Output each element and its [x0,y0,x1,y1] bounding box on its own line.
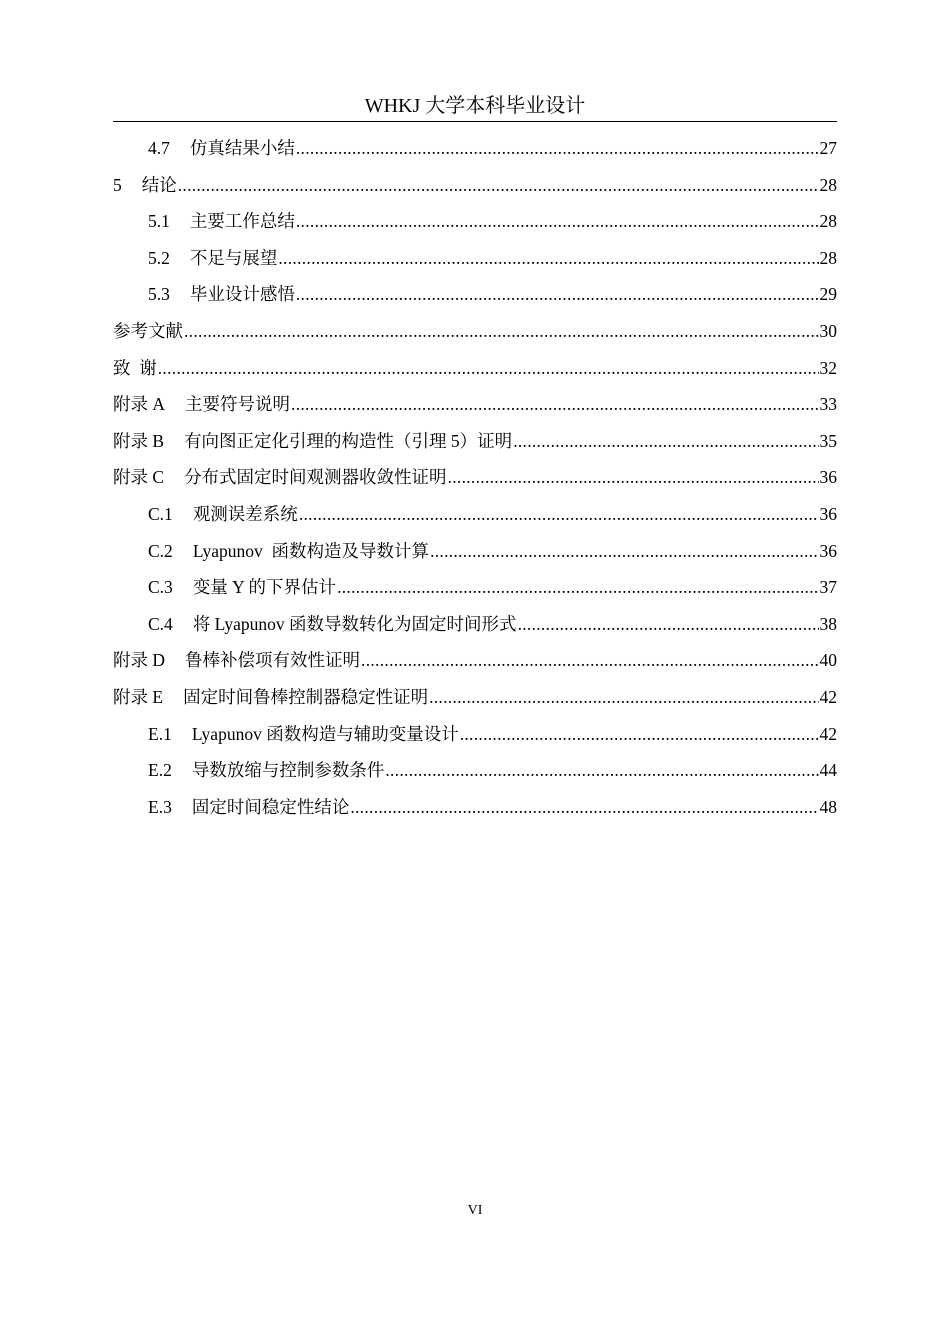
toc-entry[interactable] [113,679,837,716]
toc-entry-number: 附录 E [113,686,164,707]
toc-dot-leader [361,642,818,679]
toc-entry-page-number: 42 [819,686,837,707]
toc-entry-title: 将 Lyapunov 函数导数转化为固定时间形式 [192,613,517,634]
toc-dot-leader [178,167,819,204]
toc-dot-leader [299,496,819,533]
toc-entry-number: C.2 [148,540,173,561]
toc-entry-title: Lyapunov 函数构造及导数计算 [192,540,430,561]
toc-entry-number: 附录 D [113,650,166,671]
toc-dot-leader [350,789,818,826]
toc-entry-number: E.2 [148,760,172,781]
table-of-contents [113,130,837,825]
toc-dot-leader [460,716,819,753]
page-footer [0,1201,950,1221]
toc-dot-leader [296,203,819,240]
toc-dot-leader [158,350,819,387]
toc-entry-page-number: 28 [819,174,837,195]
toc-entry-number: 5.1 [148,211,170,232]
toc-entry[interactable] [113,459,837,496]
toc-entry-page-number: 40 [819,650,837,671]
toc-entry[interactable] [113,569,837,606]
toc-entry[interactable] [113,533,837,570]
page-header [113,92,837,122]
toc-entry-title: 分布式固定时间观测器收敛性证明 [184,467,447,488]
toc-entry-title: 变量 Y 的下界估计 [192,577,337,598]
toc-entry-number: 附录 A [113,394,166,415]
header-title: WHKJ 大学本科毕业设计 [364,95,586,117]
toc-entry[interactable] [113,276,837,313]
toc-entry[interactable] [113,642,837,679]
toc-entry-page-number: 48 [819,796,837,817]
toc-entry-page-number: 42 [819,723,837,744]
toc-entry-page-number: 36 [819,540,837,561]
toc-entry-page-number: 44 [819,760,837,781]
toc-entry-number: 附录 C [113,467,165,488]
toc-entry-number: 附录 B [113,430,165,451]
toc-entry-page-number: 30 [819,320,837,341]
toc-entry-number: E.3 [148,796,172,817]
toc-dot-leader [296,130,819,167]
toc-entry-page-number: 28 [819,211,837,232]
toc-entry-page-number: 32 [819,357,837,378]
toc-entry[interactable] [113,350,837,387]
toc-entry-title: 有向图正定化引理的构造性（引理 5）证明 [184,430,513,451]
page-number: VI [467,1203,483,1218]
toc-dot-leader [385,752,818,789]
toc-entry-page-number: 28 [819,247,837,268]
toc-entry-title: 参考文献 [113,320,183,341]
toc-entry-title: 固定时间稳定性结论 [191,796,350,817]
toc-entry[interactable] [113,203,837,240]
toc-dot-leader [278,240,818,277]
toc-entry[interactable] [113,606,837,643]
toc-entry-page-number: 33 [819,394,837,415]
toc-entry-number: 5.2 [148,247,170,268]
toc-entry-number: E.1 [148,723,172,744]
toc-entry-number: C.4 [148,613,173,634]
toc-entry-page-number: 29 [819,284,837,305]
toc-entry-page-number: 35 [819,430,837,451]
toc-entry-page-number: 36 [819,467,837,488]
toc-dot-leader [184,313,819,350]
toc-dot-leader [429,679,818,716]
toc-dot-leader [448,459,819,496]
toc-entry-title: 观测误差系统 [192,503,298,524]
toc-dot-leader [296,276,819,313]
toc-entry-title: 结论 [141,174,177,195]
toc-entry-number: 4.7 [148,138,170,158]
toc-dot-leader [430,533,818,570]
toc-entry-page-number: 37 [819,577,837,598]
toc-entry[interactable] [113,167,837,204]
toc-entry-title: 主要符号说明 [185,394,291,415]
toc-dot-leader [291,386,818,423]
toc-entry-title: 导数放缩与控制参数条件 [191,760,385,781]
toc-entry-page-number: 27 [819,138,837,158]
toc-entry-title: 固定时间鲁棒控制器稳定性证明 [183,686,429,707]
toc-entry-number: C.3 [148,577,173,598]
toc-entry-title: 仿真结果小结 [189,138,295,158]
toc-entry[interactable] [113,130,837,167]
toc-entry-title: 不足与展望 [189,247,278,268]
toc-entry[interactable] [113,716,837,753]
toc-entry-title: 致 谢 [113,357,157,378]
toc-entry-page-number: 36 [819,503,837,524]
toc-entry-title: Lyapunov 函数构造与辅助变量设计 [191,723,459,744]
toc-dot-leader [513,423,818,460]
toc-entry-number: C.1 [148,503,173,524]
toc-entry-title: 毕业设计感悟 [189,284,295,305]
toc-entry[interactable] [113,423,837,460]
toc-entry-number: 5.3 [148,284,170,305]
toc-entry[interactable] [113,240,837,277]
toc-entry-title: 鲁棒补偿项有效性证明 [185,650,361,671]
toc-dot-leader [518,606,819,643]
toc-entry-number: 5 [113,174,122,195]
toc-entry-title: 主要工作总结 [189,211,295,232]
toc-dot-leader [337,569,818,606]
toc-entry[interactable] [113,789,837,826]
toc-entry[interactable] [113,496,837,533]
toc-entry[interactable] [113,313,837,350]
toc-entry[interactable] [113,386,837,423]
toc-entry-page-number: 38 [819,613,837,634]
toc-entry[interactable] [113,752,837,789]
